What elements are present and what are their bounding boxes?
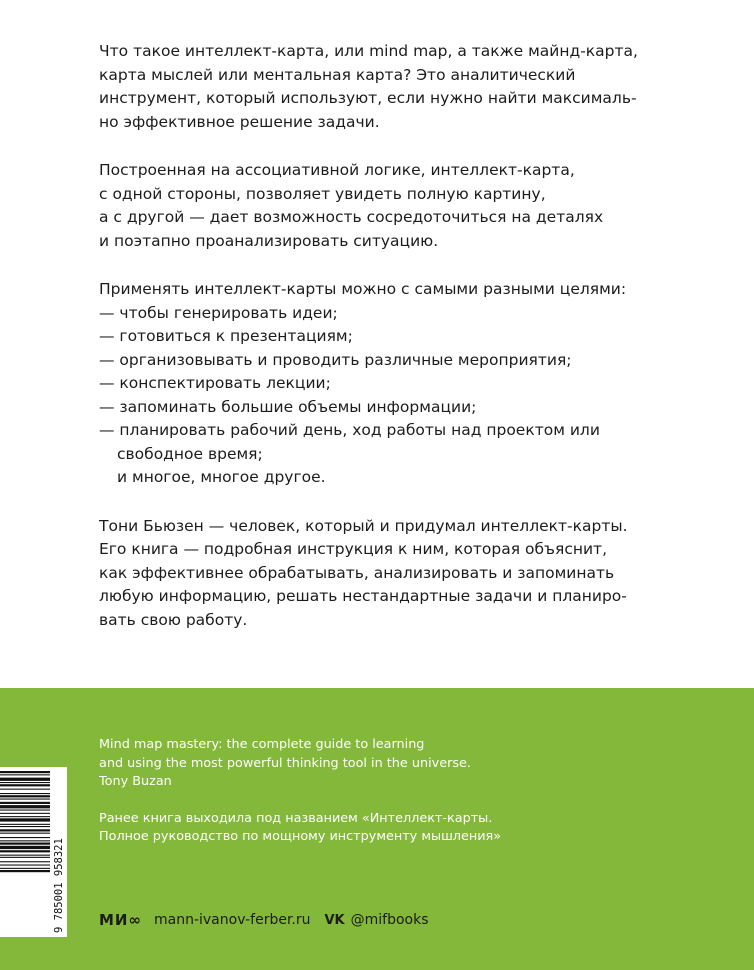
original-title: Mind map mastery: the complete guide to learning and using the most powerful thinking tool in the universe. Tony Buzan xyxy=(99,736,719,792)
former-title: Ранее книга выходила под названием «Интеллект-карты. Полное руководство по мощному инструменту мышления» xyxy=(99,810,502,845)
barcode-bar xyxy=(0,843,50,845)
isbn-number: 9 785001 958321 xyxy=(53,838,65,933)
barcode-bar xyxy=(0,810,50,811)
barcode-bar xyxy=(0,818,50,821)
barcode-bars xyxy=(0,771,50,872)
list-item: — готовиться к презентациям; xyxy=(99,327,353,345)
description-text xyxy=(99,40,699,657)
list-intro: Применять интеллект-карты можно с самыми разными целями: xyxy=(99,280,627,298)
list-item: — конспектировать лекции; xyxy=(99,374,331,392)
list-item: — организовывать и проводить различные мероприятия; xyxy=(99,350,572,369)
barcode-bar xyxy=(0,782,50,783)
list-item: — планировать рабочий день, ход работы над проектом или xyxy=(99,421,600,439)
list-item-continuation: и многое, многое другое. xyxy=(117,468,326,486)
barcode-bar xyxy=(0,837,50,838)
barcode-bar xyxy=(0,855,50,856)
uses-list xyxy=(99,278,699,490)
barcode-bar xyxy=(0,802,50,804)
list-item: — запоминать большие объемы информации; xyxy=(99,397,477,416)
barcode-bar xyxy=(0,826,50,827)
barcode-bar xyxy=(0,805,50,808)
barcode-bar xyxy=(0,846,50,849)
paragraph-logic: Построенная на ассоциативной логике, интеллект-карта, с одной стороны, позволяет увидеть полную картину, а с другой — дает возможность сосредоточиться на деталях и поэтапно проанализировать ситуацию. xyxy=(99,161,604,250)
barcode-bar xyxy=(0,868,50,869)
barcode-bar xyxy=(0,813,50,814)
barcode-bar xyxy=(0,870,50,872)
barcode-bar xyxy=(0,795,50,797)
barcode-bar xyxy=(0,789,50,790)
barcode-bar xyxy=(0,778,50,781)
band-text xyxy=(99,736,719,865)
barcode-graphic xyxy=(0,767,67,937)
barcode-bar xyxy=(0,833,50,834)
isbn-barcode xyxy=(0,767,67,937)
barcode-bar xyxy=(0,829,50,831)
paragraph-author: Тони Бьюзен — человек, который и придумал интеллект-карты. Его книга — подробная инструкция к ним, которая объяснит, как эффективнее обрабатывать, анализировать и запоминать любую информацию, решать нестандартные задачи и планиро- вать свою работу. xyxy=(99,516,628,629)
social-handle[interactable]: @mifbooks xyxy=(350,912,429,928)
barcode-bar xyxy=(0,850,50,852)
list-item: — чтобы генерировать идеи; xyxy=(99,303,338,322)
publisher-footer xyxy=(99,907,429,933)
barcode-bar xyxy=(0,857,50,858)
vk-icon: VK xyxy=(324,912,345,928)
list-item-continuation: свободное время; xyxy=(117,444,263,463)
publisher-logo-text: МИ∞ xyxy=(99,911,142,929)
barcode-bar xyxy=(0,840,50,841)
paragraph-intro: Что такое интеллект-карта, или mind map, а также майнд-карта, карта мыслей или ментальная карта? Это аналитический инструмент, который используют, если нужно найти максималь- но эффективное решение задачи. xyxy=(99,42,638,131)
barcode-bar xyxy=(0,861,50,862)
barcode-bar xyxy=(0,771,50,773)
barcode-bar xyxy=(0,816,50,817)
barcode-bar xyxy=(0,865,50,866)
barcode-bar xyxy=(0,774,50,775)
author-name: Tony Buzan xyxy=(99,774,172,790)
barcode-bar xyxy=(0,824,50,825)
barcode-bar xyxy=(0,799,50,800)
barcode-bar xyxy=(0,784,50,786)
website-link[interactable]: mann-ivanov-ferber.ru xyxy=(153,912,311,928)
publisher-logo xyxy=(99,911,142,929)
barcode-bar xyxy=(0,793,50,794)
